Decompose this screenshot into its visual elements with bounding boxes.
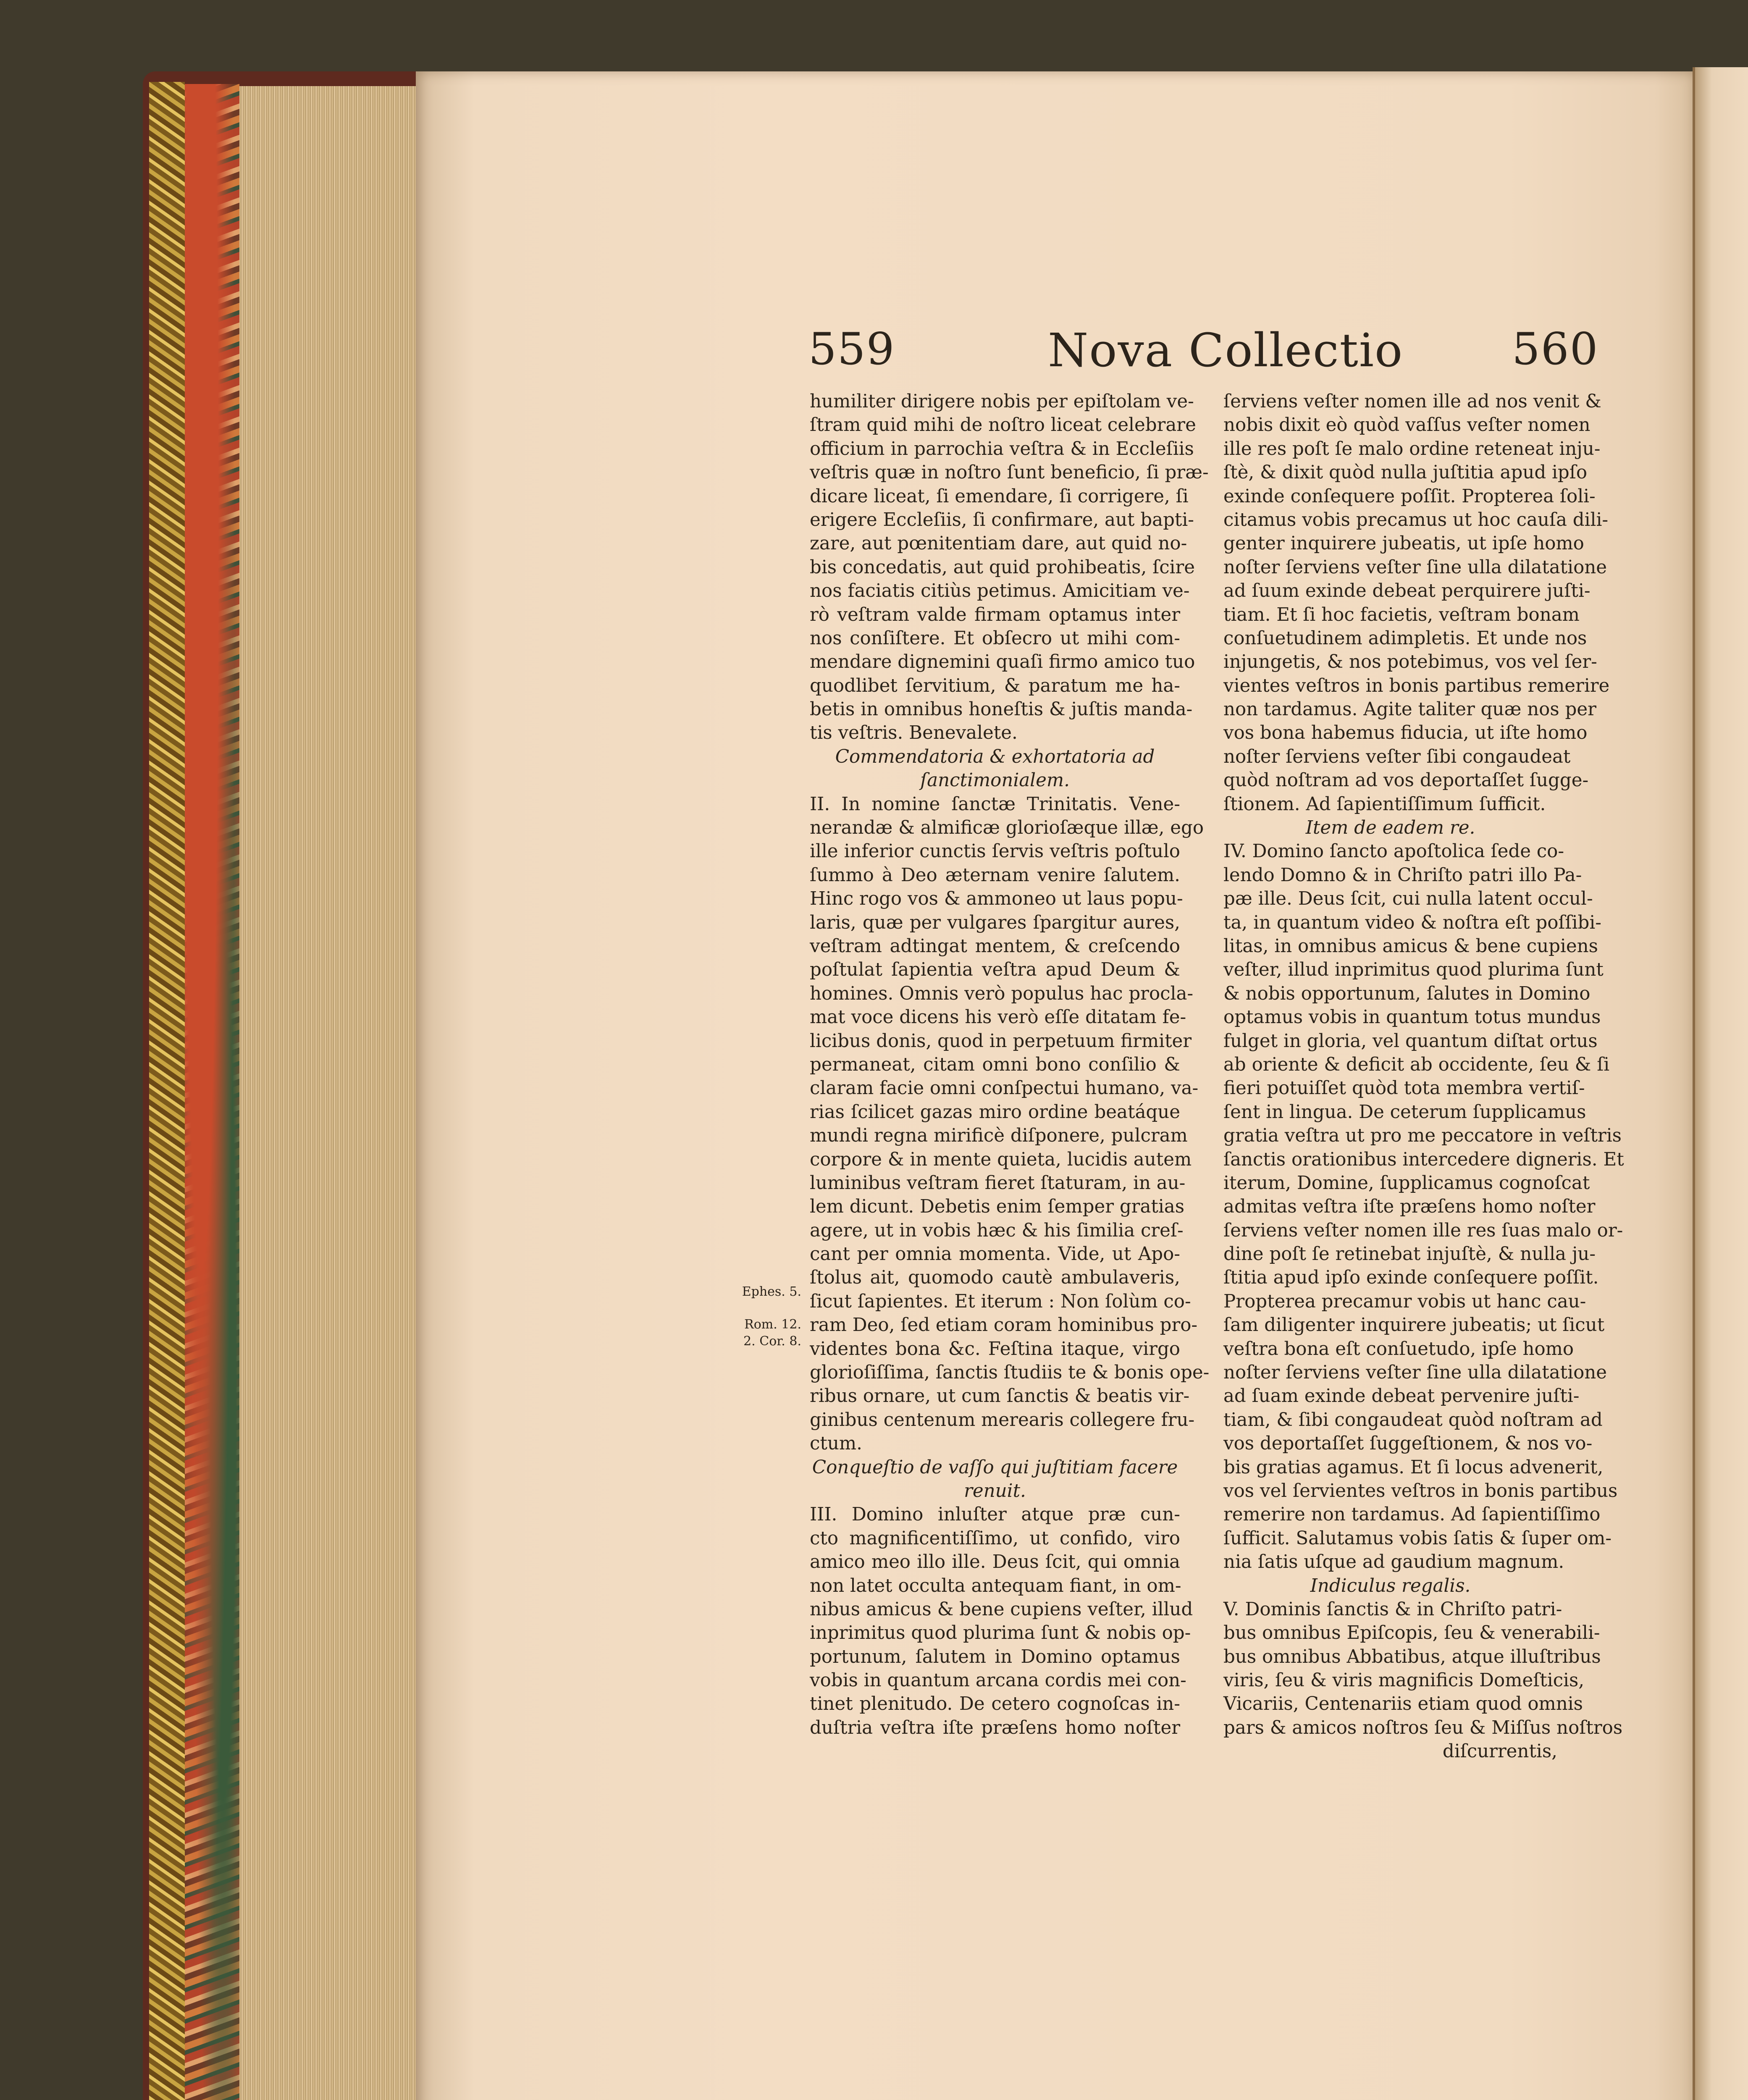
text-line: vientes veſtros in bonis partibus remerire <box>1223 675 1610 696</box>
text-line: ſam diligenter inquirere jubeatis; ut ſicut <box>1223 1315 1605 1336</box>
text-line: ille inferior cunctis ſervis veſtris poſtulo <box>810 841 1180 862</box>
text-line: portunum, ſalutem in Domino optamus <box>810 1646 1180 1667</box>
text-line: licibus donis, quod in perpetuum firmiter <box>810 1030 1192 1052</box>
text-line: optamus vobis in quantum totus mundus <box>1223 1007 1601 1028</box>
text-line: II. In nomine ſanctæ Trinitatis. Vene- <box>810 793 1180 815</box>
section-heading-line: Commendatoria & exhortatoria ad <box>835 746 1155 767</box>
text-line: Propterea precamur vobis ut hanc cau- <box>1223 1291 1586 1312</box>
text-line: nerandæ & almificæ glorioſæque illæ, ego <box>810 817 1204 839</box>
text-line: fulget in gloria, vel quantum diſtat ortus <box>1223 1030 1598 1052</box>
text-line: remerire non tardamus. Ad ſapientiſſimo <box>1223 1504 1601 1525</box>
text-line: bus omnibus Abbatibus, atque illuſtribus <box>1223 1646 1601 1667</box>
text-line: nos conſiſtere. Et obſecro ut mihi com- <box>810 627 1180 649</box>
section-heading-line: Item de eadem re. <box>1305 817 1475 839</box>
text-line: lem dicunt. Debetis enim ſemper gratias <box>810 1196 1185 1218</box>
text-line: laris, quæ per vulgares ſpargitur aures, <box>810 912 1180 933</box>
text-line: claram facie omni conſpectui humano, va- <box>810 1078 1199 1099</box>
margin-note-line: Rom. 12. <box>744 1317 801 1332</box>
text-line: permaneat, citam omni bono conſilio & <box>810 1054 1180 1075</box>
text-line: bis gratias agamus. Et ſi locus advenerit, <box>1223 1457 1604 1478</box>
text-line: veſtra bona eſt conſuetudo, ipſe homo <box>1223 1338 1574 1360</box>
text-line: videntes bona &c. Feſtina itaque, virgo <box>810 1338 1180 1360</box>
text-line: ſtitia apud ipſo exinde conſequere poſſit. <box>1223 1267 1599 1289</box>
text-line: officium in parrochia veſtra & in Eccleſiis <box>810 438 1194 459</box>
text-line: amico meo illo ille. Deus ſcit, qui omnia <box>810 1551 1180 1573</box>
text-line: ſent in lingua. De ceterum ſupplicamus <box>1223 1101 1586 1123</box>
text-line: glorioſiſſima, ſanctis ſtudiis te & bonis ope- <box>810 1362 1210 1383</box>
text-line: quòd noſtram ad vos deportaſſet ſugge- <box>1223 770 1589 791</box>
text-line: ſtolus ait, quomodo cautè ambulaveris, <box>810 1267 1180 1289</box>
gilt-edge-border <box>149 82 185 2100</box>
margin-note-ephes: Ephes. 5. <box>742 1284 801 1299</box>
text-column-left <box>810 390 1210 1740</box>
text-line: agere, ut in vobis hæc & his ſimilia creſ- <box>810 1220 1184 1241</box>
text-line: mundi regna mirificè diſponere, pulcram <box>810 1125 1188 1147</box>
text-line: ſtè, & dixit quòd nulla juſtitia apud ipſo <box>1223 462 1588 483</box>
text-line: ſicut ſapientes. Et iterum : Non ſolùm co- <box>810 1291 1191 1312</box>
text-line: diſcurrentis, <box>1442 1741 1557 1762</box>
text-line: ta, in quantum video & noſtra eſt poſſibi- <box>1223 912 1601 933</box>
text-line: nia ſatis uſque ad gaudium magnum. <box>1223 1551 1564 1573</box>
text-line: quodlibet ſervitium, & paratum me ha- <box>810 675 1180 696</box>
text-line: ſerviens veſter nomen ille res ſuas malo or- <box>1223 1220 1623 1241</box>
text-line: ſerviens veſter nomen ille ad nos venit & <box>1223 391 1601 412</box>
section-heading-line: renuit. <box>964 1480 1026 1502</box>
margin-note-line: 2. Cor. 8. <box>743 1334 801 1349</box>
text-line: ram Deo, ſed etiam coram hominibus pro- <box>810 1315 1198 1336</box>
text-line: noſter ſerviens veſter ſibi congaudeat <box>1223 746 1571 767</box>
text-line: non latet occulta antequam fiant, in om- <box>810 1575 1181 1596</box>
text-line: lendo Domno & in Chriſto patri illo Pa- <box>1223 864 1582 886</box>
text-line: bus omnibus Epiſcopis, ſeu & venerabili- <box>1223 1622 1600 1644</box>
text-line: mendare dignemini quaſi firmo amico tuo <box>810 651 1195 673</box>
text-line: ginibus centenum merearis collegere fru- <box>810 1409 1195 1431</box>
text-line: conſuetudinem adimpletis. Et unde nos <box>1223 627 1587 649</box>
running-title: Nova Collectio <box>1048 323 1404 377</box>
text-line: noſter ſerviens veſter ſine ulla dilatatione <box>1223 556 1607 578</box>
text-line: homines. Omnis verò populus hac procla- <box>810 983 1194 1004</box>
text-line: veſtram adtingat mentem, & creſcendo <box>810 935 1180 957</box>
text-line: ad ſuam exinde debeat pervenire juſti- <box>1223 1386 1580 1407</box>
marbled-endpaper <box>185 84 239 2100</box>
text-line: ſanctis orationibus intercedere digneris. Et <box>1223 1149 1624 1170</box>
page-edges <box>239 86 416 2100</box>
text-line: admitas veſtra iſte præſens homo noſter <box>1223 1196 1596 1218</box>
facing-page-edge <box>1693 67 1748 2100</box>
text-line: inprimitus quod plurima ſunt & nobis op- <box>810 1622 1191 1644</box>
text-line: cant per omnia momenta. Vide, ut Apo- <box>810 1244 1180 1265</box>
text-line: tinet plenitudo. De cetero cognoſcas in- <box>810 1693 1180 1715</box>
section-heading-line: Indiculus regalis. <box>1310 1575 1471 1596</box>
text-line: ad ſuum exinde debeat perquirere juſti- <box>1223 580 1591 602</box>
text-line: ſtram quid mihi de noſtro liceat celebrare <box>810 415 1196 436</box>
text-line: vos bona habemus fiducia, ut iſte homo <box>1223 722 1588 744</box>
text-line: nos faciatis citiùs petimus. Amicitiam ve- <box>810 580 1190 602</box>
text-line: veſtris quæ in noſtro ſunt beneficio, ſi præ- <box>810 462 1209 483</box>
text-line: injungetis, & nos potebimus, vos vel ſer- <box>1223 651 1597 673</box>
text-line: tiam, & ſibi congaudeat quòd noſtram ad <box>1223 1409 1603 1431</box>
text-line: ribus ornare, ut cum ſanctis & beatis vir- <box>810 1386 1190 1407</box>
text-line: tiam. Et ſi hoc facietis, veſtram bonam <box>1223 604 1580 625</box>
text-line: genter inquirere jubeatis, ut ipſe homo <box>1223 533 1584 554</box>
text-line: ſummo à Deo æternam venire ſalutem. <box>810 864 1180 886</box>
text-line: poſtulat ſapientia veſtra apud Deum & <box>810 959 1180 981</box>
text-line: vos deportaſſet ſuggeſtionem, & nos vo- <box>1223 1433 1593 1454</box>
text-line: duſtria veſtra iſte præſens homo noſter <box>810 1717 1180 1738</box>
text-line: rias ſcilicet gazas miro ordine beatáque <box>810 1101 1180 1123</box>
text-line: betis in omnibus honeſtis & juſtis manda- <box>810 699 1193 720</box>
text-line: exinde conſequere poſſit. Propterea ſoli- <box>1223 486 1596 507</box>
text-line: dine poſt ſe retinebat injuſtè, & nulla ju- <box>1223 1244 1596 1265</box>
text-line: rò veſtram valde firmam optamus inter <box>810 604 1180 625</box>
text-line: cto magnificentiſſimo, ut confido, viro <box>810 1528 1180 1549</box>
text-line: dicare liceat, ſi emendare, ſi corrigere, ſi <box>810 486 1189 507</box>
text-line: V. Dominis ſanctis & in Chriſto patri- <box>1223 1599 1562 1620</box>
text-line: ctum. <box>810 1433 862 1454</box>
text-line: IV. Domino ſancto apoſtolica ſede co- <box>1223 841 1564 862</box>
text-line: nibus amicus & bene cupiens veſter, illud <box>810 1599 1193 1620</box>
page-number-left: 559 <box>808 323 895 375</box>
text-line: citamus vobis precamus ut hoc cauſa dili- <box>1223 509 1609 530</box>
text-line: & nobis opportunum, ſalutes in Domino <box>1223 983 1591 1004</box>
text-line: Vicariis, Centenariis etiam quod omnis <box>1223 1693 1583 1715</box>
text-line: ab oriente & deficit ab occidente, ſeu & ſi <box>1223 1054 1610 1075</box>
text-line: ſufficit. Salutamus vobis ſatis & ſuper om- <box>1223 1528 1612 1549</box>
text-line: iterum, Domine, ſupplicamus cognoſcat <box>1223 1172 1590 1194</box>
text-line: viris, ſeu & viris magnificis Domeſticis, <box>1223 1670 1585 1691</box>
text-line: litas, in omnibus amicus & bene cupiens <box>1223 935 1598 957</box>
text-line: veſter, illud inprimitus quod plurima ſunt <box>1223 959 1604 981</box>
page-number-right: 560 <box>1512 323 1599 375</box>
text-line: ille res poſt ſe malo ordine reteneat inju- <box>1223 438 1601 459</box>
text-line: tis veſtris. Benevalete. <box>810 722 1018 744</box>
text-column-right <box>1223 390 1624 1764</box>
text-line: bis concedatis, aut quid prohibeatis, ſcire <box>810 556 1195 578</box>
text-line: nobis dixit eò quòd vaſſus veſter nomen <box>1223 415 1591 436</box>
text-line: vobis in quantum arcana cordis mei con- <box>810 1670 1186 1691</box>
text-line: zare, aut pœnitentiam dare, aut quid no- <box>810 533 1187 554</box>
text-line: ſtionem. Ad ſapientiſſimum ſufficit. <box>1223 793 1546 815</box>
text-line: non tardamus. Agite taliter quæ nos per <box>1223 699 1596 720</box>
section-heading-line: Conqueſtio de vaſſo qui juſtitiam facere <box>812 1457 1178 1478</box>
text-line: pars & amicos noſtros ſeu & Miſſus noſtros <box>1223 1717 1623 1738</box>
text-line: mat voce dicens his verò eſſe ditatam fe- <box>810 1007 1186 1028</box>
text-line: luminibus veſtram fieret ſtaturam, in au- <box>810 1172 1186 1194</box>
text-line: fieri potuiſſet quòd tota membra vertiſ- <box>1223 1078 1585 1099</box>
text-line: noſter ſerviens veſter ſine ulla dilatatione <box>1223 1362 1607 1383</box>
text-line: gratia veſtra ut pro me peccatore in veſtris <box>1223 1125 1622 1147</box>
text-line: Hinc rogo vos & ammoneo ut laus popu- <box>810 888 1183 910</box>
text-line: III. Domino inluſter atque præ cun- <box>810 1504 1180 1525</box>
text-line: pæ ille. Deus ſcit, cui nulla latent occul- <box>1223 888 1593 910</box>
section-heading-line: ſanctimonialem. <box>920 770 1070 791</box>
text-line: erigere Eccleſiis, ſi confirmare, aut bapti- <box>810 509 1194 530</box>
text-line: corpore & in mente quieta, lucidis autem <box>810 1149 1192 1170</box>
text-line: vos vel ſervientes veſtros in bonis partibus <box>1223 1480 1618 1502</box>
margin-note-rom <box>714 1316 801 1350</box>
text-line: humiliter dirigere nobis per epiſtolam ve- <box>810 391 1194 412</box>
